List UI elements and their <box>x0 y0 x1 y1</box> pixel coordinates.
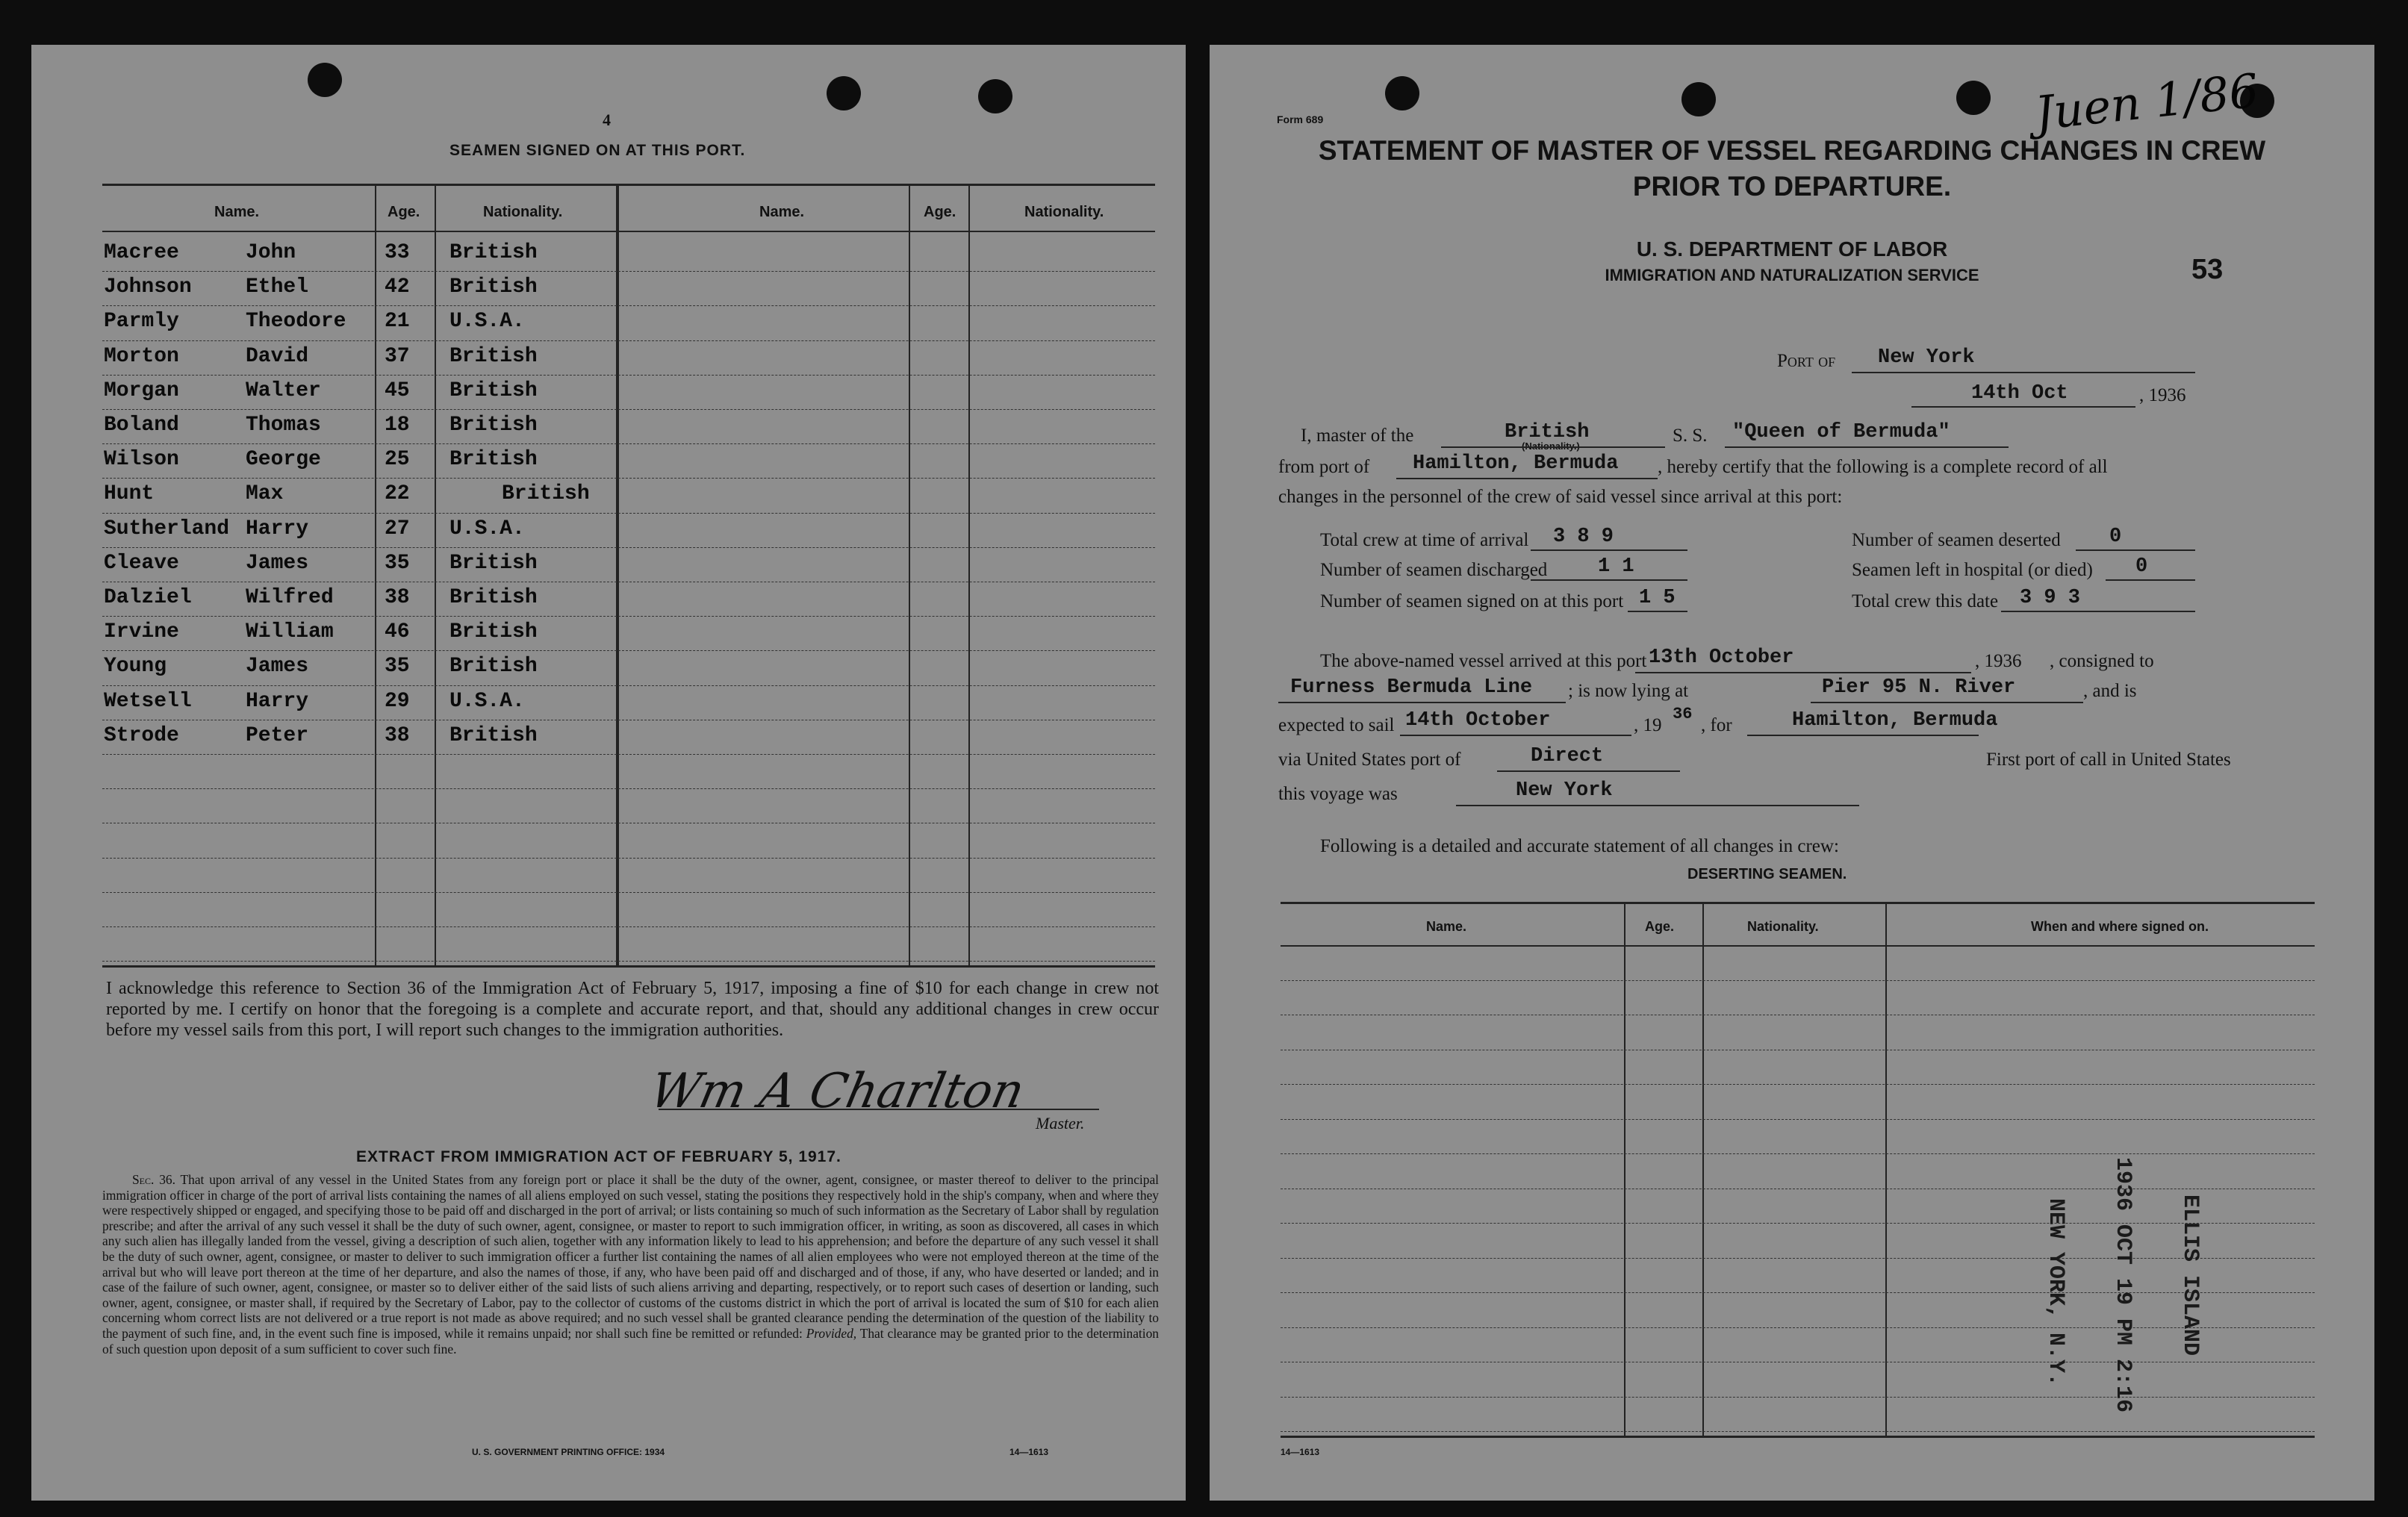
seamen-signed-on-title: SEAMEN SIGNED ON AT THIS PORT. <box>449 142 746 159</box>
seaman-age: 25 <box>385 448 410 472</box>
date-value: 14th Oct <box>1971 382 2068 405</box>
punch-hole <box>308 63 342 97</box>
seaman-age: 37 <box>385 344 410 368</box>
seaman-nationality: U.S.A. <box>449 517 525 541</box>
department-name: U. S. DEPARTMENT OF LABOR <box>1636 237 1948 261</box>
punch-hole <box>1681 82 1716 116</box>
column-header-name: Name. <box>759 204 805 220</box>
nationality-note: (Nationality.) <box>1522 440 1580 452</box>
table-row-rule <box>1281 1258 2315 1259</box>
section-label: Sec. 36. <box>132 1172 175 1187</box>
signature-line <box>659 1109 1099 1110</box>
seaman-nationality: British <box>449 414 538 437</box>
table-row-rule <box>102 788 1155 789</box>
stat-underline <box>1531 579 1687 581</box>
lying-at-value: Pier 95 N. River <box>1822 676 2016 699</box>
seaman-nationality: British <box>449 448 538 472</box>
seaman-given-name: Harry <box>246 689 309 713</box>
sail-year-value: 36 <box>1673 705 1693 723</box>
table-row-rule <box>1281 1119 2315 1120</box>
punch-hole <box>1956 81 1991 115</box>
stat-underline <box>2106 579 2195 581</box>
seaman-surname: Morton <box>104 344 179 368</box>
right-page <box>1210 45 2374 1501</box>
seaman-age: 38 <box>385 723 410 747</box>
via-value: Direct <box>1531 745 1604 767</box>
consignee-value: Furness Bermuda Line <box>1290 676 1533 699</box>
arrived-label: The above-named vessel arrived at this port <box>1320 651 1647 671</box>
deserting-seamen-table <box>1281 902 2315 1438</box>
lying-at-underline <box>1811 702 2083 703</box>
seaman-given-name: Ethel <box>246 275 309 299</box>
header-rule <box>102 231 1155 232</box>
date-year: , 1936 <box>2139 385 2186 405</box>
this-voyage-value: New York <box>1516 779 1613 802</box>
seaman-surname: Johnson <box>104 275 192 299</box>
seaman-nationality: British <box>449 586 538 609</box>
proviso-body: That clearance may be granted prior to the determination of such question upon deposit of a sum sufficient to cover such fine. <box>102 1325 1159 1356</box>
seaman-surname: Young <box>104 655 167 679</box>
seaman-given-name: John <box>246 241 296 264</box>
column-header-nationality: Nationality. <box>1747 919 1819 934</box>
and-is-label: , and is <box>2083 681 2137 701</box>
destination-underline <box>1747 735 1979 736</box>
hospital-label: Seamen left in hospital (or died) <box>1852 560 2093 580</box>
column-divider <box>616 186 619 965</box>
date-underline <box>1911 406 2135 408</box>
consigned-to-label: , consigned to <box>2050 651 2154 671</box>
seaman-surname: Parmly <box>104 310 179 334</box>
master-label: Master. <box>1036 1114 1085 1133</box>
seaman-age: 21 <box>385 310 410 334</box>
sail-date-underline <box>1400 735 1631 736</box>
expected-label: expected to sail <box>1278 715 1395 735</box>
seaman-surname: Strode <box>104 723 179 747</box>
master-of-the-label: I, master of the <box>1301 426 1414 446</box>
signed-on-label: Number of seamen signed on at this port <box>1320 591 1624 611</box>
seaman-nationality: U.S.A. <box>449 310 525 334</box>
seaman-age: 45 <box>385 379 410 402</box>
stamp-location: NEW YORK, N.Y. <box>2043 1198 2068 1387</box>
table-row-rule <box>1281 1327 2315 1328</box>
stat-underline <box>1531 549 1687 551</box>
table-row-rule <box>102 409 1155 410</box>
signed-on-value: 1 5 <box>1639 587 1676 609</box>
stat-underline <box>2001 611 2195 612</box>
arrived-underline <box>1635 672 1971 673</box>
column-divider <box>435 186 436 965</box>
table-row-rule <box>1281 1292 2315 1293</box>
deserted-value: 0 <box>2109 526 2122 548</box>
seaman-given-name: Theodore <box>246 310 346 334</box>
seaman-surname: Sutherland <box>104 517 230 541</box>
from-port-value: Hamilton, Bermuda <box>1413 452 1619 475</box>
punch-hole <box>978 79 1012 113</box>
this-voyage-label: this voyage was <box>1278 784 1398 804</box>
changes-text: changes in the personnel of the crew of said vessel since arrival at this port: <box>1278 487 1843 507</box>
table-row-rule <box>102 340 1155 341</box>
seaman-surname: Irvine <box>104 620 179 644</box>
from-port-label: from port of <box>1278 457 1370 477</box>
column-header-name: Name. <box>214 204 260 220</box>
this-voyage-underline <box>1456 805 1859 806</box>
seaman-nationality: British <box>449 379 538 402</box>
seaman-given-name: James <box>246 551 309 575</box>
from-port-underline <box>1396 478 1658 479</box>
table-row-rule <box>102 478 1155 479</box>
column-divider <box>1885 904 1887 1436</box>
seaman-nationality: British <box>449 655 538 679</box>
master-signature: Wm A Charlton <box>645 1064 1030 1119</box>
column-header-nationality: Nationality. <box>1024 204 1104 220</box>
via-label: via United States port of <box>1278 750 1461 770</box>
form-code: 14—1613 <box>1281 1447 1320 1457</box>
seaman-given-name: Wilfred <box>246 586 334 609</box>
first-port-label: First port of call in United States <box>1986 750 2231 770</box>
certify-text: , hereby certify that the following is a complete record of all <box>1658 457 2108 477</box>
seaman-age: 29 <box>385 689 410 713</box>
port-label: Port of <box>1777 351 1836 371</box>
left-page <box>31 45 1186 1501</box>
seaman-given-name: David <box>246 344 309 368</box>
seaman-nationality: U.S.A. <box>449 689 525 713</box>
seaman-surname: Dalziel <box>104 586 192 609</box>
consignee-underline <box>1278 702 1566 703</box>
arrived-year: , 1936 <box>1975 651 2022 671</box>
seaman-age: 38 <box>385 586 410 609</box>
table-row-rule <box>102 305 1155 306</box>
table-row-rule <box>1281 1084 2315 1085</box>
discharged-value: 1 1 <box>1598 555 1634 578</box>
seaman-age: 22 <box>385 482 410 506</box>
table-row-rule <box>102 926 1155 927</box>
seamen-signed-on-table <box>102 184 1155 968</box>
column-header-nationality: Nationality. <box>483 204 563 220</box>
seaman-given-name: Walter <box>246 379 321 402</box>
table-row-rule <box>102 892 1155 893</box>
seaman-given-name: Harry <box>246 517 309 541</box>
statement-title <box>1269 133 2315 205</box>
seaman-nationality: British <box>449 620 538 644</box>
via-underline <box>1497 770 1680 772</box>
title-line-1: STATEMENT OF MASTER OF VESSEL REGARDING CHANGES IN CREW <box>1318 135 2266 166</box>
table-row-rule <box>102 547 1155 548</box>
punch-hole <box>1385 76 1419 110</box>
seaman-nationality: British <box>449 344 538 368</box>
table-row-rule <box>102 443 1155 444</box>
seaman-age: 18 <box>385 414 410 437</box>
table-row-rule <box>1281 1223 2315 1224</box>
table-row-rule <box>1281 980 2315 981</box>
column-header-name: Name. <box>1426 919 1467 934</box>
table-row-rule <box>1281 1397 2315 1398</box>
table-row-rule <box>102 961 1155 962</box>
service-name: IMMIGRATION AND NATURALIZATION SERVICE <box>1605 266 1979 284</box>
column-divider <box>375 186 376 965</box>
total-this-date-value: 3 9 3 <box>2020 587 2081 609</box>
seaman-age: 35 <box>385 551 410 575</box>
page-number: 4 <box>603 110 611 129</box>
seaman-given-name: Max <box>246 482 284 506</box>
table-row-rule <box>102 685 1155 686</box>
section-36-text <box>102 1172 1159 1356</box>
destination-value: Hamilton, Bermuda <box>1792 709 1998 732</box>
seaman-given-name: Thomas <box>246 414 321 437</box>
section-body: That upon arrival of any vessel in the United States from any foreign port or place it shall be the duty of the owner, agent, consignee, or master thereof to deliver to the principal immigration officer in charge of the port of arrival lists containing the names of all aliens employed on such vessel, stating the positions they respectively hold in the ship's company, when and where they were respectively shipped or engaged, and specifying those to be paid off and discharged in the port of arrival; or lists containing so much of such information as the Secretary of Labor shall by regulation prescribe; and after the arrival of any such vessel it shall be the duty of such owner, agent, consignee, or master to report to such immigration officer, in writing, as soon as discovered, all cases in which any such alien has illegally landed from the vessel, giving a description of such alien, together with any information likely to lead to his apprehension; and before the departure of any such vessel it shall be the duty of such owner, agent, consignee, or master to deliver to such immigration officer a further list containing the names of all alien employees who were not employed thereon at the time of the arrival but who will leave port thereon at the time of her departure, and also the names of those, if any, who have been paid off and discharged and of those, if any, who have deserted or landed; and in case of the failure of such owner, agent, consignee, or master so to deliver either of the said lists of such aliens arriving and departing, respectively, or to report such cases of desertion or landing, such owner, agent, consignee, or master shall, if required by the Secretary of Labor, pay to the collector of customs of the customs district in which the port of arrival is located the sum of $10 for each alien concerning whom correct lists are not delivered or a true report is not made as above required; and no such vessel shall be granted clearance pending the determination of the question of the liability to the payment of such fine, and, in the event such fine is imposed, while it remains unpaid; nor shall such fine be remitted or refunded: <box>102 1172 1159 1341</box>
table-row-rule <box>102 858 1155 859</box>
table-row-rule <box>102 271 1155 272</box>
seaman-given-name: George <box>246 448 321 472</box>
seaman-age: 35 <box>385 655 410 679</box>
table-row-rule <box>102 650 1155 651</box>
seaman-surname: Hunt <box>104 482 155 506</box>
vessel-underline <box>1725 446 2009 448</box>
table-row-rule <box>102 375 1155 376</box>
ss-label: S. S. <box>1673 426 1708 446</box>
seaman-age: 46 <box>385 620 410 644</box>
proviso-label: Provided, <box>806 1325 857 1341</box>
column-header-when-where: When and where signed on. <box>2031 919 2209 934</box>
table-row-rule <box>102 513 1155 514</box>
column-divider <box>968 186 970 965</box>
handwritten-reference: Juen 1/86 <box>2032 63 2262 141</box>
seaman-age: 42 <box>385 275 410 299</box>
port-value: New York <box>1878 346 1975 369</box>
total-crew-arrival-label: Total crew at time of arrival <box>1320 530 1529 550</box>
lying-at-label: ; is now lying at <box>1568 681 1689 701</box>
vessel-name: "Queen of Bermuda" <box>1732 421 1950 443</box>
arrived-value: 13th October <box>1649 647 1794 669</box>
seaman-surname: Wilson <box>104 448 179 472</box>
seaman-age: 27 <box>385 517 410 541</box>
seaman-nationality: British <box>449 723 538 747</box>
seaman-surname: Macree <box>104 241 179 264</box>
sail-date-value: 14th October <box>1405 709 1551 732</box>
deserted-label: Number of seamen deserted <box>1852 530 2061 550</box>
seaman-nationality: British <box>502 482 590 506</box>
stamp-date: 1936 OCT 19 PM 2:16 <box>2110 1157 2135 1413</box>
column-divider <box>1702 904 1704 1436</box>
punch-hole <box>827 76 861 110</box>
ellis-island-stamp: ELLIS ISLAND <box>2177 1194 2203 1356</box>
table-row-rule <box>102 754 1155 755</box>
seaman-surname: Morgan <box>104 379 179 402</box>
stat-underline <box>2076 549 2195 551</box>
form-number: Form 689 <box>1277 113 1324 125</box>
seaman-nationality: British <box>449 275 538 299</box>
table-row-rule <box>102 616 1155 617</box>
for-label: , for <box>1701 715 1732 735</box>
seaman-age: 33 <box>385 241 410 264</box>
nationality-underline <box>1441 446 1665 448</box>
seaman-surname: Cleave <box>104 551 179 575</box>
table-row-rule <box>1281 1153 2315 1154</box>
table-row-rule <box>1281 1431 2315 1432</box>
column-divider <box>1624 904 1625 1436</box>
header-rule <box>1281 945 2315 947</box>
port-underline <box>1852 372 2195 373</box>
column-header-age: Age. <box>1645 919 1675 934</box>
hospital-value: 0 <box>2135 555 2148 578</box>
column-divider <box>909 186 910 965</box>
sail-year-prefix: , 19 <box>1634 715 1662 735</box>
seaman-given-name: James <box>246 655 309 679</box>
column-header-age: Age. <box>388 204 420 220</box>
stat-underline <box>1628 611 1687 612</box>
extract-title: EXTRACT FROM IMMIGRATION ACT OF FEBRUARY 5, 1917. <box>356 1148 841 1165</box>
seaman-surname: Boland <box>104 414 179 437</box>
column-header-age: Age. <box>924 204 956 220</box>
seaman-given-name: William <box>246 620 334 644</box>
nationality-value: British <box>1505 421 1590 443</box>
total-this-date-label: Total crew this date <box>1852 591 1999 611</box>
printer-line: U. S. GOVERNMENT PRINTING OFFICE: 1934 <box>472 1447 665 1457</box>
acknowledgement-text: I acknowledge this reference to Section 36 of the Immigration Act of February 5, 1917, imposing a fine of $10 for each change in crew not reported by me. I certify on honor that the foregoing is a complete and accurate report, and that, should any additional changes in crew occur before my vessel sails from this port, I will report such changes to the immigration authorities. <box>106 979 1159 1040</box>
following-text: Following is a detailed and accurate statement of all changes in crew: <box>1320 836 1839 856</box>
form-code: 14—1613 <box>1009 1447 1049 1457</box>
seaman-nationality: British <box>449 241 538 264</box>
seaman-given-name: Peter <box>246 723 309 747</box>
title-line-2: PRIOR TO DEPARTURE. <box>1632 171 1952 202</box>
total-crew-arrival-value: 3 8 9 <box>1553 526 1614 548</box>
document-number: 53 <box>2191 254 2224 285</box>
deserting-seamen-title: DESERTING SEAMEN. <box>1687 866 1847 882</box>
seaman-surname: Wetsell <box>104 689 192 713</box>
discharged-label: Number of seamen discharged <box>1320 560 1548 580</box>
seaman-nationality: British <box>449 551 538 575</box>
